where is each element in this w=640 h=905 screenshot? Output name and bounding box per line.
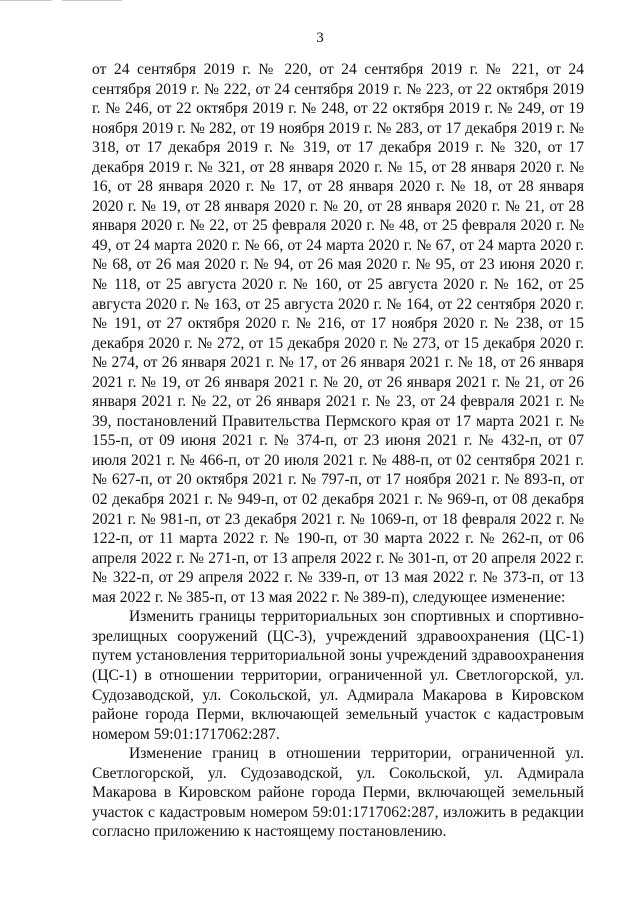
paragraph-zone-change: Изменить границы территориальных зон спортивных и спортивно-зрелищных сооружений (ЦС-3), учреждений здравоохранения (ЦС-1) путем установления территориальной зоны учреждений здравоохранения (ЦС-1) в отношении территории, ограниченной ул. Светлогорской, ул. Судозаводской, ул. Сокольской, ул. Адмирала Макарова в Кировском районе города Перми, включающей земельный участок с кадастровым номером 59:01:1717062:287. [92,608,584,743]
document-body [92,60,584,842]
scan-edge-mark [0,0,52,1]
page-number: 3 [316,30,324,46]
scan-edge-mark [62,0,122,1]
paragraph-boundary-change: Изменение границ в отношении территории, ограниченной ул. Светлогорской, ул. Судозаводской, ул. Сокольской, ул. Адмирала Макарова в Кировском районе города Перми, включающей земельный участок с кадастровым номером 59:01:1717062:287, изложить в редакции согласно приложению к настоящему постановлению. [92,745,584,841]
paragraph-amendment-list: от 24 сентября 2019 г. № 220, от 24 сентября 2019 г. № 221, от 24 сентября 2019 г. № 222, от 24 сентября 2019 г. № 223, от 22 октября 2019 г. № 246, от 22 октября 2019 г. № 248, от 22 октября 2019 г. № 249, от 19 ноября 2019 г. № 282, от 19 ноября 2019 г. № 283, от 17 декабря 2019 г. № 318, от 17 декабря 2019 г. № 319, от 17 декабря 2019 г. № 320, от 17 декабря 2019 г. № 321, от 28 января 2020 г. № 15, от 28 января 2020 г. № 16, от 28 января 2020 г. № 17, от 28 января 2020 г. № 18, от 28 января 2020 г. № 19, от 28 января 2020 г. № 20, от 28 января 2020 г. № 21, от 28 января 2020 г. № 22, от 25 февраля 2020 г. № 48, от 25 февраля 2020 г. № 49, от 24 марта 2020 г. № 66, от 24 марта 2020 г. № 67, от 24 марта 2020 г. № 68, от 26 мая 2020 г. № 94, от 26 мая 2020 г. № 95, от 23 июня 2020 г. № 118, от 25 августа 2020 г. № 160, от 25 августа 2020 г. № 162, от 25 августа 2020 г. № 163, от 25 августа 2020 г. № 164, от 22 сентября 2020 г. № 191, от 27 октября 2020 г. № 216, от 17 ноября 2020 г. № 238, от 15 декабря 2020 г. № 272, от 15 декабря 2020 г. № 273, от 15 декабря 2020 г. № 274, от 26 января 2021 г. № 17, от 26 января 2021 г. № 18, от 26 января 2021 г. № 19, от 26 января 2021 г. № 20, от 26 января 2021 г. № 21, от 26 января 2021 г. № 22, от 26 января 2021 г. № 23, от 24 февраля 2021 г. № 39, постановлений Правительства Пермского края от 17 марта 2021 г. № 155-п, от 09 июня 2021 г. № 374-п, от 23 июня 2021 г. № 432-п, от 07 июля 2021 г. № 466-п, от 20 июля 2021 г. № 488-п, от 02 сентября 2021 г. № 627-п, от 20 октября 2021 г. № 797-п, от 17 ноября 2021 г. № 893-п, от 02 декабря 2021 г. № 949-п, от 02 декабря 2021 г. № 969-п, от 08 декабря 2021 г. № 981-п, от 23 декабря 2021 г. № 1069-п, от 18 февраля 2022 г. № 122-п, от 11 марта 2022 г. № 190-п, от 30 марта 2022 г. № 262-п, от 06 апреля 2022 г. № 271-п, от 13 апреля 2022 г. № 301-п, от 20 апреля 2022 г. № 322-п, от 29 апреля 2022 г. № 339-п, от 13 мая 2022 г. № 373-п, от 13 мая 2022 г. № 385-п, от 13 мая 2022 г. № 389-п), следующее изменение: [92,61,584,606]
